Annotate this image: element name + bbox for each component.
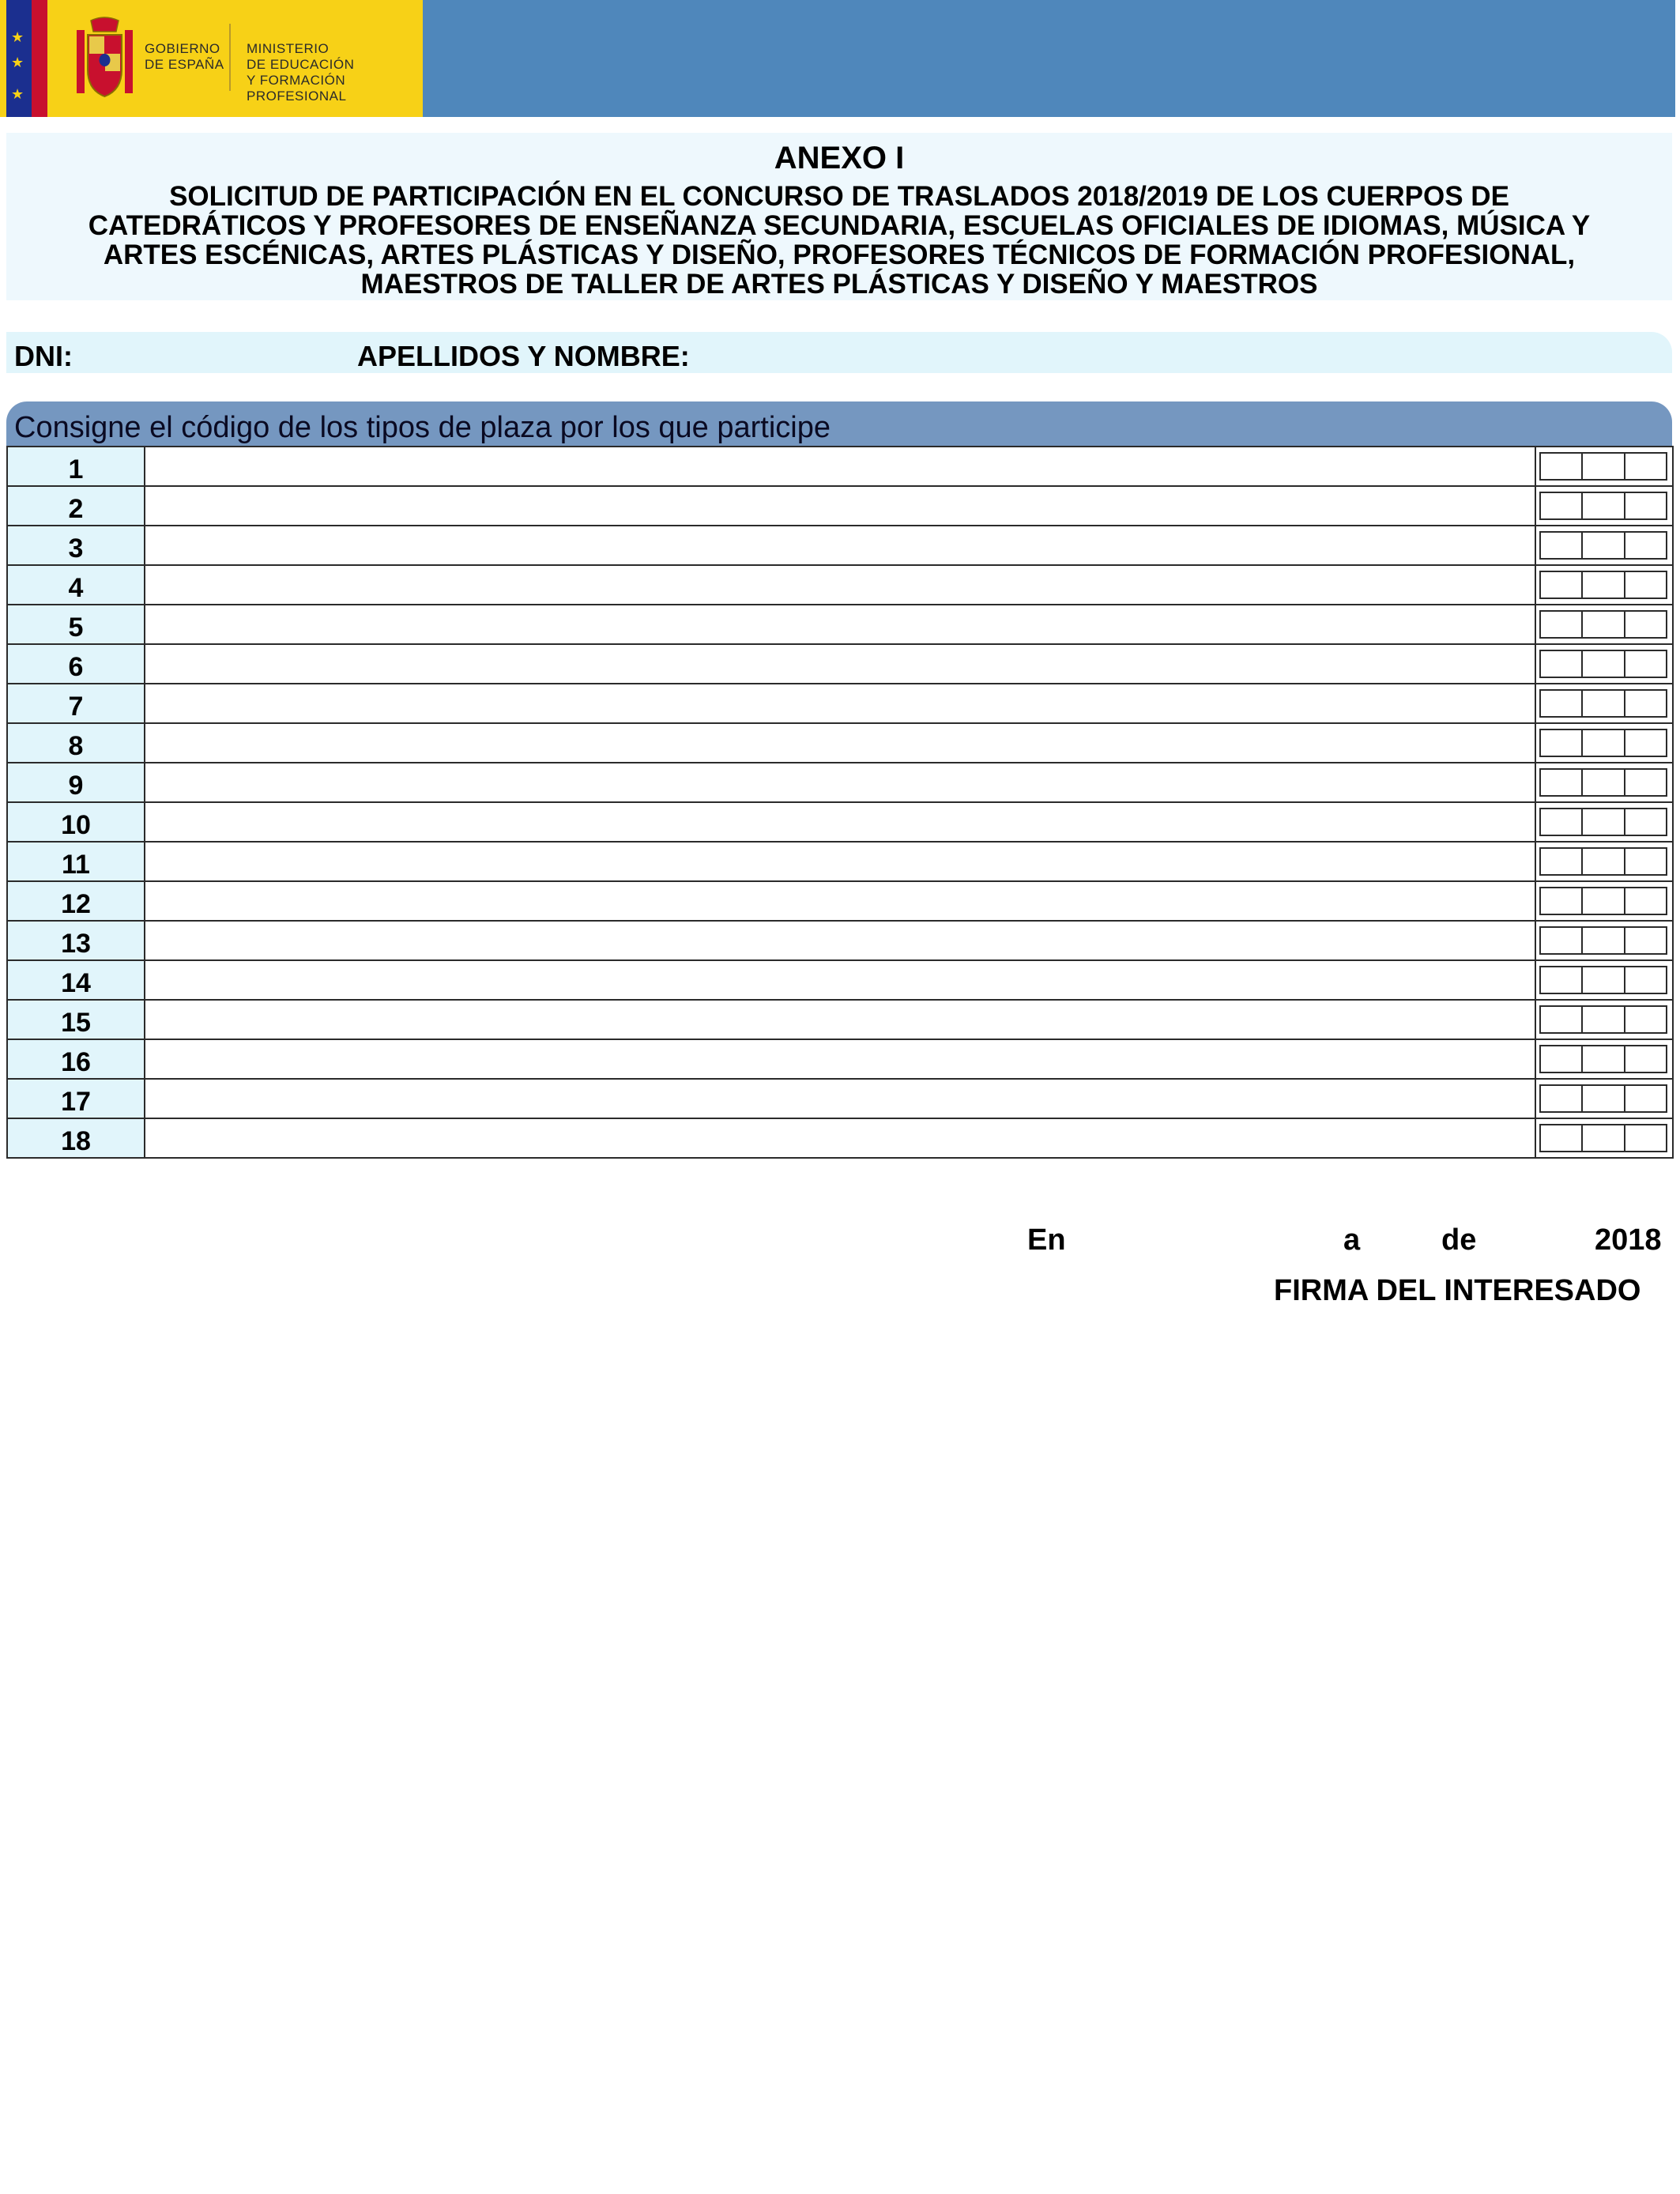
table-row	[7, 1079, 1673, 1118]
code-cell	[1535, 1039, 1673, 1079]
coat-of-arms-icon	[75, 14, 134, 100]
code-digit-box[interactable]	[1624, 926, 1667, 955]
code-cell	[1535, 565, 1673, 605]
place-description-field[interactable]	[145, 842, 1535, 881]
place-description-field[interactable]	[145, 526, 1535, 565]
day-connector: a	[1343, 1223, 1361, 1257]
signature-label: FIRMA DEL INTERESADO	[1274, 1274, 1641, 1307]
code-digit-box[interactable]	[1581, 531, 1625, 560]
code-digit-box[interactable]	[1581, 452, 1625, 481]
star-icon: ★	[11, 55, 24, 70]
code-digit-box[interactable]	[1581, 729, 1625, 757]
place-description-field[interactable]	[145, 1079, 1535, 1118]
table-row	[7, 684, 1673, 723]
star-icon: ★	[11, 29, 24, 45]
code-cell	[1535, 486, 1673, 526]
code-boxes	[1539, 1124, 1667, 1152]
code-digit-box[interactable]	[1581, 1045, 1625, 1073]
code-digit-box[interactable]	[1539, 650, 1583, 678]
code-cell	[1535, 447, 1673, 486]
applicant-info-bar	[6, 332, 1672, 373]
code-boxes	[1539, 650, 1667, 678]
code-digit-box[interactable]	[1539, 966, 1583, 994]
code-boxes	[1539, 531, 1667, 560]
row-number: 16	[7, 1039, 145, 1079]
code-digit-box[interactable]	[1539, 452, 1583, 481]
row-number: 10	[7, 802, 145, 842]
code-digit-box[interactable]	[1581, 492, 1625, 520]
code-digit-box[interactable]	[1624, 610, 1667, 639]
code-digit-box[interactable]	[1624, 650, 1667, 678]
code-boxes	[1539, 1045, 1667, 1073]
table-row	[7, 1118, 1673, 1158]
code-digit-box[interactable]	[1624, 887, 1667, 915]
table-row	[7, 486, 1673, 526]
code-boxes	[1539, 1084, 1667, 1113]
row-number: 6	[7, 644, 145, 684]
code-boxes	[1539, 1005, 1667, 1034]
code-boxes	[1539, 847, 1667, 876]
code-digit-box[interactable]	[1624, 452, 1667, 481]
row-number: 5	[7, 605, 145, 644]
code-boxes	[1539, 768, 1667, 797]
place-description-field[interactable]	[145, 565, 1535, 605]
code-digit-box[interactable]	[1539, 768, 1583, 797]
table-row	[7, 802, 1673, 842]
row-number: 1	[7, 447, 145, 486]
code-digit-box[interactable]	[1581, 571, 1625, 599]
table-row	[7, 723, 1673, 763]
year-value: 2018	[1595, 1223, 1662, 1257]
code-digit-box[interactable]	[1581, 808, 1625, 836]
place-description-field[interactable]	[145, 881, 1535, 921]
code-digit-box[interactable]	[1581, 768, 1625, 797]
table-row	[7, 842, 1673, 881]
code-digit-box[interactable]	[1539, 1124, 1583, 1152]
code-boxes	[1539, 689, 1667, 718]
code-digit-box[interactable]	[1581, 689, 1625, 718]
row-number: 18	[7, 1118, 145, 1158]
place-description-field[interactable]	[145, 1039, 1535, 1079]
place-description-field[interactable]	[145, 1118, 1535, 1158]
row-number: 13	[7, 921, 145, 960]
code-boxes	[1539, 926, 1667, 955]
table-row	[7, 1039, 1673, 1079]
document-subtitle: SOLICITUD DE PARTICIPACIÓN EN EL CONCURSO DE TRASLADOS 2018/2019 DE LOS CUERPOS DE CATEDRÁTICOS Y PROFESORES DE ENSEÑANZA SECUNDARIA, ESCUELAS OFICIALES DE IDIOMAS, MÚSICA Y ARTES ESCÉNICAS, ARTES PLÁSTICAS Y DISEÑO, PROFESORES TÉCNICOS DE FORMACIÓN PROFESIONAL, MAESTROS DE TALLER DE ARTES PLÁSTICAS Y DISEÑO Y MAESTROS	[88, 181, 1591, 300]
code-digit-box[interactable]	[1539, 1084, 1583, 1113]
code-digit-box[interactable]	[1539, 492, 1583, 520]
code-digit-box[interactable]	[1624, 768, 1667, 797]
row-number: 3	[7, 526, 145, 565]
code-digit-box[interactable]	[1624, 1124, 1667, 1152]
table-row	[7, 526, 1673, 565]
code-cell	[1535, 802, 1673, 842]
place-codes-table	[6, 446, 1674, 1159]
row-number: 12	[7, 881, 145, 921]
row-number: 11	[7, 842, 145, 881]
place-description-field[interactable]	[145, 960, 1535, 1000]
code-digit-box[interactable]	[1539, 531, 1583, 560]
code-digit-box[interactable]	[1581, 650, 1625, 678]
place-description-field[interactable]	[145, 447, 1535, 486]
code-digit-box[interactable]	[1581, 610, 1625, 639]
code-boxes	[1539, 887, 1667, 915]
code-boxes	[1539, 966, 1667, 994]
dni-label: DNI:	[14, 340, 73, 372]
code-boxes	[1539, 571, 1667, 599]
codes-section-header	[6, 401, 1672, 446]
row-number: 14	[7, 960, 145, 1000]
row-number: 8	[7, 723, 145, 763]
month-connector: de	[1441, 1223, 1477, 1257]
code-digit-box[interactable]	[1539, 887, 1583, 915]
row-number: 7	[7, 684, 145, 723]
ministry-name: MINISTERIO DE EDUCACIÓN Y FORMACIÓN PROFESIONAL	[247, 41, 355, 104]
code-digit-box[interactable]	[1581, 966, 1625, 994]
place-description-field[interactable]	[145, 763, 1535, 802]
code-digit-box[interactable]	[1581, 847, 1625, 876]
table-row	[7, 1000, 1673, 1039]
place-description-field[interactable]	[145, 921, 1535, 960]
code-digit-box[interactable]	[1624, 847, 1667, 876]
code-digit-box[interactable]	[1624, 492, 1667, 520]
code-digit-box[interactable]	[1624, 571, 1667, 599]
code-cell	[1535, 526, 1673, 565]
code-digit-box[interactable]	[1581, 926, 1625, 955]
place-description-field[interactable]	[145, 486, 1535, 526]
place-description-field[interactable]	[145, 644, 1535, 684]
table-row	[7, 881, 1673, 921]
code-cell	[1535, 684, 1673, 723]
government-name: GOBIERNO DE ESPAÑA	[145, 41, 224, 72]
code-digit-box[interactable]	[1624, 1045, 1667, 1073]
page-title: ANEXO I	[774, 141, 905, 175]
code-boxes	[1539, 452, 1667, 481]
section-title: Consigne el código de los tipos de plaza por los que participe	[14, 411, 831, 444]
place-description-field[interactable]	[145, 605, 1535, 644]
code-digit-box[interactable]	[1624, 531, 1667, 560]
code-digit-box[interactable]	[1624, 1005, 1667, 1034]
code-digit-box[interactable]	[1539, 847, 1583, 876]
code-digit-box[interactable]	[1624, 1084, 1667, 1113]
spain-flag-strip	[32, 0, 47, 117]
table-row	[7, 447, 1673, 486]
place-description-field[interactable]	[145, 684, 1535, 723]
table-row	[7, 763, 1673, 802]
code-digit-box[interactable]	[1539, 1005, 1583, 1034]
document-title-box	[6, 133, 1672, 300]
code-digit-box[interactable]	[1539, 610, 1583, 639]
code-cell	[1535, 605, 1673, 644]
eu-flag-strip	[6, 0, 32, 117]
table-row	[7, 605, 1673, 644]
full-name-label: APELLIDOS Y NOMBRE:	[357, 340, 690, 372]
row-number: 17	[7, 1079, 145, 1118]
code-digit-box[interactable]	[1581, 1005, 1625, 1034]
code-boxes	[1539, 492, 1667, 520]
row-number: 4	[7, 565, 145, 605]
code-cell	[1535, 723, 1673, 763]
code-cell	[1535, 644, 1673, 684]
code-cell	[1535, 1000, 1673, 1039]
code-digit-box[interactable]	[1624, 808, 1667, 836]
star-icon: ★	[11, 86, 24, 102]
code-boxes	[1539, 729, 1667, 757]
place-description-field[interactable]	[145, 723, 1535, 763]
code-digit-box[interactable]	[1539, 926, 1583, 955]
code-cell	[1535, 763, 1673, 802]
row-number: 2	[7, 486, 145, 526]
code-digit-box[interactable]	[1581, 1084, 1625, 1113]
code-digit-box[interactable]	[1539, 571, 1583, 599]
code-digit-box[interactable]	[1581, 887, 1625, 915]
code-digit-box[interactable]	[1539, 689, 1583, 718]
code-digit-box[interactable]	[1624, 966, 1667, 994]
table-row	[7, 644, 1673, 684]
table-row	[7, 565, 1673, 605]
row-number: 15	[7, 1000, 145, 1039]
place-prefix: En	[1027, 1223, 1066, 1257]
code-digit-box[interactable]	[1539, 808, 1583, 836]
code-cell	[1535, 1079, 1673, 1118]
code-cell	[1535, 881, 1673, 921]
code-cell	[1535, 960, 1673, 1000]
place-description-field[interactable]	[145, 1000, 1535, 1039]
code-cell	[1535, 1118, 1673, 1158]
row-number: 9	[7, 763, 145, 802]
table-row	[7, 921, 1673, 960]
table-row	[7, 960, 1673, 1000]
code-digit-box[interactable]	[1624, 689, 1667, 718]
code-digit-box[interactable]	[1581, 1124, 1625, 1152]
code-boxes	[1539, 610, 1667, 639]
code-digit-box[interactable]	[1539, 729, 1583, 757]
code-cell	[1535, 921, 1673, 960]
code-digit-box[interactable]	[1539, 1045, 1583, 1073]
code-boxes	[1539, 808, 1667, 836]
code-cell	[1535, 842, 1673, 881]
logo-divider	[229, 24, 231, 91]
code-digit-box[interactable]	[1624, 729, 1667, 757]
place-description-field[interactable]	[145, 802, 1535, 842]
government-logo	[0, 0, 423, 117]
